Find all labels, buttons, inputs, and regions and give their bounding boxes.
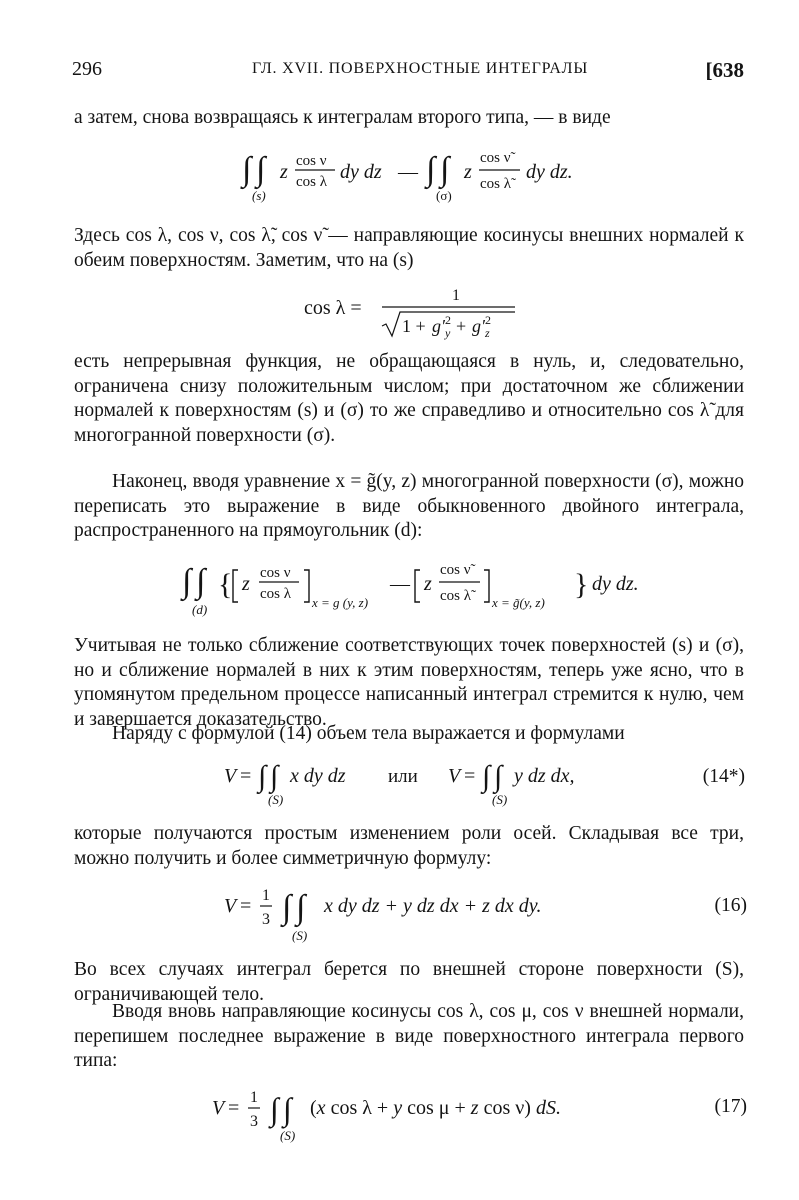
- paragraph-7: которые получаются простым изменением роли осей. Складывая все три, можно получить и более симметричную формулу:: [74, 823, 744, 869]
- page-number: 296: [72, 58, 102, 80]
- svg-text:∫: ∫: [426, 151, 436, 188]
- paragraph-4: Наконец, вводя уравнение x = g̃(y, z) многогранной поверхности (σ), можно переписать это выражение в виде обыкновенного двойного интеграла, распространенного на прямоугольник (d):: [74, 471, 744, 541]
- svg-text:(s): (s): [252, 188, 266, 203]
- svg-text:(S): (S): [268, 792, 284, 807]
- svg-text:1: 1: [262, 887, 270, 904]
- svg-text:cos λ̃: cos λ̃: [480, 176, 512, 192]
- paragraph-1: а затем, снова возвращаясь к интегралам второго типа, — в виде: [74, 107, 611, 128]
- svg-text:∫: ∫: [283, 1091, 292, 1127]
- svg-text:=: =: [464, 765, 476, 787]
- svg-text:cos λ =: cos λ =: [304, 297, 362, 319]
- svg-text:2: 2: [445, 313, 451, 327]
- equation-16: [224, 876, 624, 946]
- paragraph-9: Вводя вновь направляющие косинусы cos λ, cos μ, cos ν внешней нормали, перепишем последнее выражение в виде поверхностного интеграла первого типа:: [74, 1001, 744, 1071]
- svg-text:V: V: [224, 765, 237, 787]
- svg-text:—: —: [398, 161, 418, 183]
- svg-text:∫: ∫: [196, 563, 206, 600]
- svg-text:cos ν̃: cos ν̃: [440, 562, 471, 578]
- svg-text:∫: ∫: [258, 760, 267, 793]
- svg-text:=: =: [228, 1097, 240, 1119]
- double-integral-sign: [240, 151, 268, 190]
- svg-text:∫: ∫: [270, 760, 279, 793]
- svg-text:или: или: [388, 766, 418, 787]
- svg-text:∫: ∫: [242, 151, 252, 188]
- svg-text:+: +: [456, 316, 467, 336]
- svg-text:(S): (S): [280, 1128, 296, 1143]
- svg-text:3: 3: [262, 911, 270, 928]
- equation-number-14-star: (14*): [702, 766, 745, 787]
- paragraph-8: Во всех случаях интеграл берется по внешней стороне поверхности (S), ограничивающей тело.: [74, 959, 744, 1005]
- svg-text:∫: ∫: [270, 1091, 279, 1127]
- svg-text:2: 2: [485, 313, 491, 327]
- svg-text:=: =: [240, 895, 252, 917]
- svg-text:x dy dz + y dz dx + z dx dy.: x dy dz + y dz dx + z dx dy.: [324, 895, 542, 917]
- svg-text:z: z: [424, 573, 432, 595]
- equation-2: [300, 282, 530, 344]
- svg-text:(S): (S): [292, 928, 308, 943]
- svg-text:V: V: [212, 1097, 225, 1119]
- equation-1: [240, 138, 580, 208]
- svg-text:∫: ∫: [282, 889, 292, 926]
- svg-text:cos λ̃: cos λ̃: [440, 588, 472, 604]
- svg-text:g′: g′: [472, 316, 485, 336]
- svg-text:∫: ∫: [296, 889, 306, 926]
- svg-text:x dy dz: x dy dz: [290, 765, 346, 787]
- svg-text:V: V: [448, 765, 461, 787]
- paragraph-6: Наряду с формулой (14) объем тела выражается и формулами: [112, 723, 625, 744]
- svg-text:(σ): (σ): [436, 188, 452, 203]
- svg-text:∫: ∫: [482, 760, 491, 793]
- page-header: [72, 58, 744, 84]
- svg-text:=: =: [240, 765, 252, 787]
- svg-text:dy dz.: dy dz.: [592, 573, 639, 595]
- svg-text:cos ν: cos ν: [296, 153, 327, 169]
- svg-text:3: 3: [250, 1113, 258, 1130]
- svg-text:cos λ: cos λ: [260, 586, 292, 602]
- svg-text:cos λ: cos λ: [296, 174, 328, 190]
- svg-text:y dz dx,: y dz dx,: [514, 765, 575, 787]
- svg-text:1 +: 1 +: [402, 316, 426, 336]
- svg-text:cos ν̃: cos ν̃: [480, 150, 511, 166]
- svg-text:cos ν: cos ν: [260, 565, 291, 581]
- svg-text:V: V: [224, 895, 237, 917]
- svg-text:}: }: [574, 568, 589, 601]
- equation-17: [212, 1080, 632, 1146]
- svg-text:y: y: [445, 326, 451, 340]
- equation-number-17: (17): [714, 1096, 747, 1117]
- svg-text:z: z: [464, 161, 472, 183]
- paragraph-3: есть непрерывная функция, не обращающаяся в нуль, и, следовательно, ограничена снизу положительным числом; при достаточном же сближении нормалей к поверхностям (s) и (σ) то же справедливо и относительно cos λ̃ для многогранной поверхности (σ).: [74, 351, 744, 446]
- svg-text:∫: ∫: [440, 151, 450, 188]
- svg-text:∫: ∫: [494, 760, 503, 793]
- svg-text:z: z: [280, 161, 288, 183]
- svg-text:∫: ∫: [182, 563, 192, 600]
- svg-text:1: 1: [452, 287, 460, 304]
- svg-text:x = g̃(y, z): x = g̃(y, z): [492, 595, 545, 610]
- svg-text:z: z: [242, 573, 250, 595]
- svg-text:dy dz.: dy dz.: [526, 161, 573, 183]
- svg-text:dy dz: dy dz: [340, 161, 382, 183]
- svg-text:∫: ∫: [256, 151, 266, 188]
- svg-text:(d): (d): [192, 602, 208, 617]
- equation-14-star: [224, 752, 624, 812]
- svg-text:x = g (y, z): x = g (y, z): [312, 595, 369, 610]
- paragraph-2: Здесь cos λ, cos ν, cos λ̃, cos ν̃ — направляющие косинусы внешних нормалей к обеим поверхностям. Заметим, что на (s): [74, 225, 744, 271]
- section-number: [638: [705, 58, 744, 82]
- svg-text:g′: g′: [432, 316, 445, 336]
- equation-3: [182, 550, 652, 622]
- svg-text:1: 1: [250, 1089, 258, 1106]
- svg-text:—: —: [390, 573, 410, 595]
- running-title: ГЛ. XVII. ПОВЕРХНОСТНЫЕ ИНТЕГРАЛЫ: [252, 60, 589, 77]
- svg-text:(x cos λ + y cos μ + z cos ν): (x cos λ + y cos μ + z cos ν) dS.: [310, 1097, 561, 1119]
- paragraph-5: Учитывая не только сближение соответствующих точек поверхностей (s) и (σ), но и сближение нормалей в них к этим поверхностям, теперь уже ясно, что в упомянутом предельном процессе написанный интеграл стремится к нулю, чем и завершается доказательство.: [74, 635, 744, 730]
- svg-text:{: {: [218, 568, 233, 601]
- equation-number-16: (16): [714, 895, 747, 916]
- svg-text:(S): (S): [492, 792, 508, 807]
- svg-text:z: z: [485, 326, 490, 340]
